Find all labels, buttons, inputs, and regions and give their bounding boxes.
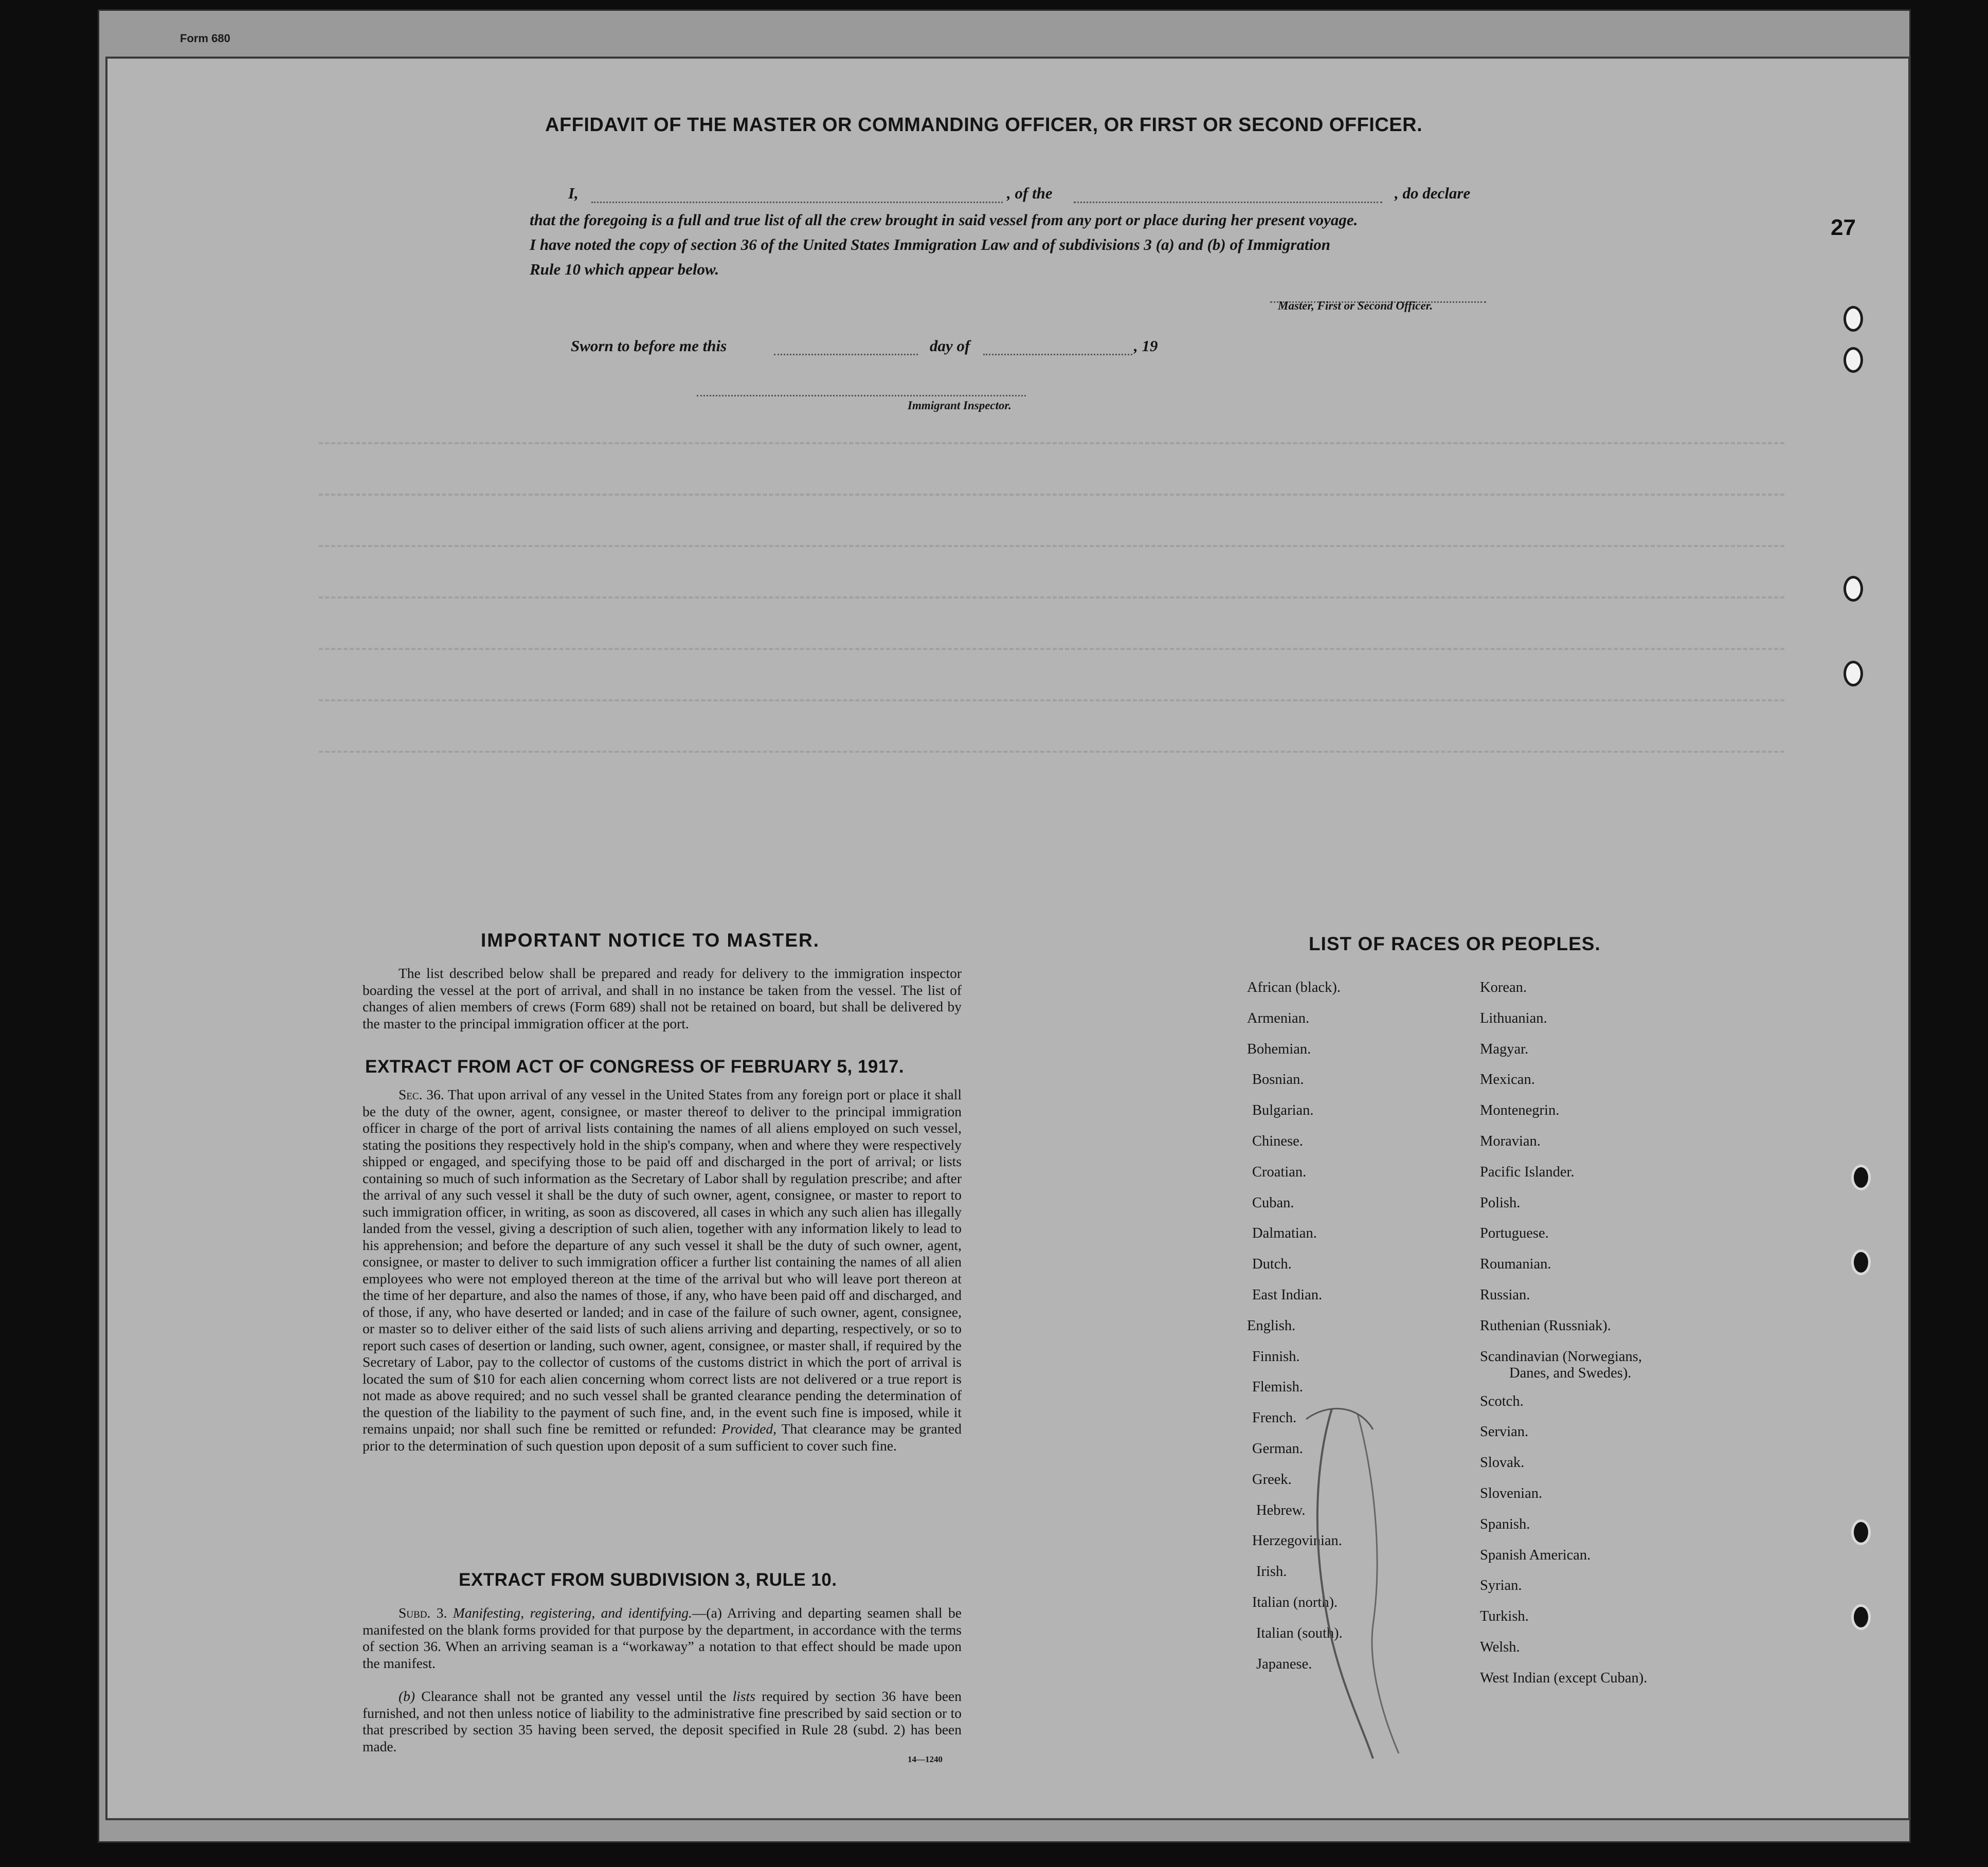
race-item: German. xyxy=(1252,1441,1303,1457)
race-item: Scotch. xyxy=(1480,1393,1524,1409)
race-item: Moravian. xyxy=(1480,1133,1541,1149)
race-item: Scandinavian (Norwegians, xyxy=(1480,1348,1642,1365)
subdivision-a-text: —(a) Arriving and departing seamen shall be manifested on the blank forms provided for that purpose by the department, in accordance with the terms of section 36. When an arriving seaman is a “workaway” a notation to that effect should be made upon the manifest. xyxy=(363,1605,962,1671)
race-item: Armenian. xyxy=(1247,1010,1310,1026)
race-item: Italian (south). xyxy=(1256,1625,1343,1641)
races-title: LIST OF RACES OR PEOPLES. xyxy=(1309,933,1601,954)
page-number: 27 xyxy=(1831,215,1856,240)
race-item: Dalmatian. xyxy=(1252,1225,1317,1242)
race-item: Bosnian. xyxy=(1252,1072,1304,1088)
race-item: Irish. xyxy=(1256,1564,1287,1580)
sworn-label: Sworn to before me this xyxy=(571,337,727,355)
race-item: Russian. xyxy=(1480,1287,1530,1303)
section-36-body: That upon arrival of any vessel in the United States from any foreign port or place it shall be the duty of the owner, agent, consignee, or master thereof to deliver to the principal immigration officer in charge of the port of arrival lists containing the names of all aliens employed on such vessel, stating the positions they respectively hold in the ship's company, when and where they were respectively shipped or engaged, and specifying those to be paid off and discharged in the port of arrival; or lists containing so much of such information as the Secretary of Labor shall by regulation prescribe; and after the arrival of any such vessel it shall be the duty of such owner, agent, consignee, or master to report to such immigration officer, in writing, as soon as discovered, all cases in which any such alien has illegally landed from the vessel, giving a description of such alien, together with any information likely to lead to his apprehension; and before the departure of any such vessel it shall be the duty of such owner, agent, consignee, or master to deliver to such immigration officer a further list containing the names of all alien employees who were not employed thereon at the time of the arrival but who will leave port thereon at the time of her departure, and also the names of those, if any, who have been paid off and discharged, and of those, if any, who have deserted or landed; and in case of the failure of such owner, agent, consignee, or master so to deliver either of the said lists of such aliens arriving and departing, respectively, or so to report such cases of desertion or landing, such owner, agent, consignee, or master shall, if required by the Secretary of Labor, pay to the collector of customs of the customs district in which the port of arrival is located the sum of $10 for each alien concerning whom correct lists are not delivered or a true report is not made as above required; and no such vessel shall be granted clearance pending the determination of the question of the liability to the payment of such fine, and, in the event such fine is imposed, while it remains unpaid; nor shall such fine be remitted or refunded: xyxy=(363,1086,962,1437)
race-item: Slovenian. xyxy=(1480,1485,1543,1501)
race-item: Polish. xyxy=(1480,1194,1521,1211)
race-item: Greek. xyxy=(1252,1471,1292,1488)
notice-title: IMPORTANT NOTICE TO MASTER. xyxy=(481,930,820,951)
affidavit-page xyxy=(105,57,1910,1820)
notice-text: The list described below shall be prepared and ready for delivery to the immigration inspector boarding the vessel at the port of arrival, and shall in no instance be taken from the vessel. The list of changes of alien members of crews (Form 689) shall not be retained on board, but shall be delivered by the master to the principal immigration officer at the port. xyxy=(363,965,962,1031)
race-item: Hebrew. xyxy=(1256,1502,1306,1518)
race-item: Herzegovinian. xyxy=(1252,1533,1342,1549)
race-item: French. xyxy=(1252,1410,1297,1426)
binder-hole xyxy=(1844,661,1863,686)
race-item: Montenegrin. xyxy=(1480,1102,1560,1119)
race-item: Chinese. xyxy=(1252,1133,1303,1149)
sworn-month-blank[interactable] xyxy=(983,339,1132,355)
affidavit-do-declare: , do declare xyxy=(1395,184,1471,202)
binder-hole xyxy=(1851,1249,1871,1275)
race-item: Syrian. xyxy=(1480,1578,1522,1594)
race-item: Welsh. xyxy=(1480,1639,1520,1655)
race-item: Pacific Islander. xyxy=(1480,1164,1575,1180)
year-label: , 19 xyxy=(1134,337,1158,355)
binder-hole xyxy=(1844,347,1863,373)
binder-hole xyxy=(1851,1165,1871,1190)
affidavit-title: AFFIDAVIT OF THE MASTER OR COMMANDING OFFICER, OR FIRST OR SECOND OFFICER. xyxy=(545,114,1423,136)
provided-word: Provided, xyxy=(721,1421,776,1437)
extract-rule-a xyxy=(363,1605,962,1672)
affidavit-i: I, xyxy=(568,184,579,202)
race-item: Bulgarian. xyxy=(1252,1102,1314,1119)
form-number: Form 680 xyxy=(180,32,230,45)
race-item: Korean. xyxy=(1480,980,1527,995)
binder-hole xyxy=(1851,1519,1871,1545)
affidavit-line-3: I have noted the copy of section 36 of the United States Immigration Law and of subdivisions 3 (a) and (b) of Immigration xyxy=(530,235,1330,253)
race-item: English. xyxy=(1247,1317,1296,1334)
race-item: Italian (north). xyxy=(1252,1594,1338,1610)
race-item: Bohemian. xyxy=(1247,1041,1311,1057)
race-item: Magyar. xyxy=(1480,1041,1529,1057)
affidavit-of-the: , of the xyxy=(1007,184,1053,202)
race-item: Croatian. xyxy=(1252,1164,1307,1180)
subdivision-b-label: (b) xyxy=(399,1688,415,1704)
section-label: Sec. 36. xyxy=(399,1086,444,1102)
master-signature-label: Master, First or Second Officer. xyxy=(1278,299,1433,312)
race-item: Ruthenian (Russniak). xyxy=(1480,1317,1611,1334)
subdivision-title: Manifesting, registering, and identifying. xyxy=(453,1605,692,1621)
binder-hole xyxy=(1844,306,1863,332)
race-item: Servian. xyxy=(1480,1424,1529,1440)
race-item: Cuban. xyxy=(1252,1194,1294,1211)
binder-hole xyxy=(1851,1604,1871,1630)
extract-act-text xyxy=(363,1086,962,1454)
race-item: Lithuanian. xyxy=(1480,1010,1547,1026)
bleed-through-text xyxy=(319,442,1784,833)
binder-hole xyxy=(1844,576,1863,602)
day-of-label: day of xyxy=(930,337,970,355)
subdivision-b-text-1: Clearance shall not be granted any vessel until the xyxy=(421,1688,727,1704)
race-item: West Indian (except Cuban). xyxy=(1480,1670,1648,1686)
affidavit-line-2: that the foregoing is a full and true list of all the crew brought in said vessel from any port or place during her present voyage. xyxy=(530,211,1358,229)
subdivision-b-text-2: required by section 36 have been furnished, and not then unless notice of liability to the administrative fine prescribed by said section or to that prescribed by section 35 having been served, the deposit specified in Rule 28 (subd. 2) has been made. xyxy=(363,1688,962,1754)
race-item: African (black). xyxy=(1247,980,1341,995)
race-item: Mexican. xyxy=(1480,1072,1535,1088)
race-item: Flemish. xyxy=(1252,1379,1303,1395)
extract-rule-b xyxy=(363,1688,962,1755)
race-item: Turkish. xyxy=(1480,1608,1529,1625)
race-item: Japanese. xyxy=(1256,1656,1312,1672)
race-item: East Indian. xyxy=(1252,1287,1323,1303)
section-36-ending: That clearance may be granted prior to the determination of such question upon deposit of a sum sufficient to cover such fine. xyxy=(363,1421,962,1454)
inspector-signature-blank[interactable] xyxy=(697,385,1026,396)
race-item: Spanish. xyxy=(1480,1516,1530,1532)
race-item: Dutch. xyxy=(1252,1256,1292,1273)
pencil-scribble xyxy=(1296,1399,1430,1769)
race-item: Danes, and Swedes). xyxy=(1509,1365,1632,1381)
sworn-day-blank[interactable] xyxy=(774,339,918,355)
vessel-name-blank[interactable] xyxy=(1074,186,1382,203)
race-item: Slovak. xyxy=(1480,1455,1525,1471)
race-item: Portuguese. xyxy=(1480,1225,1549,1242)
affidavit-line-4: Rule 10 which appear below. xyxy=(530,260,719,278)
subdivision-label: Subd. 3. xyxy=(399,1605,447,1621)
race-item: Spanish American. xyxy=(1480,1547,1591,1563)
print-code: 14—1240 xyxy=(908,1754,943,1764)
extract-act-title: EXTRACT FROM ACT OF CONGRESS OF FEBRUARY 5, 1917. xyxy=(365,1057,905,1077)
extract-rule-title: EXTRACT FROM SUBDIVISION 3, RULE 10. xyxy=(459,1570,837,1590)
lists-word: lists xyxy=(732,1688,755,1704)
race-item: Finnish. xyxy=(1252,1348,1300,1365)
race-item: Roumanian. xyxy=(1480,1256,1551,1273)
master-name-blank[interactable] xyxy=(591,186,1003,203)
inspector-signature-label: Immigrant Inspector. xyxy=(908,399,1011,412)
